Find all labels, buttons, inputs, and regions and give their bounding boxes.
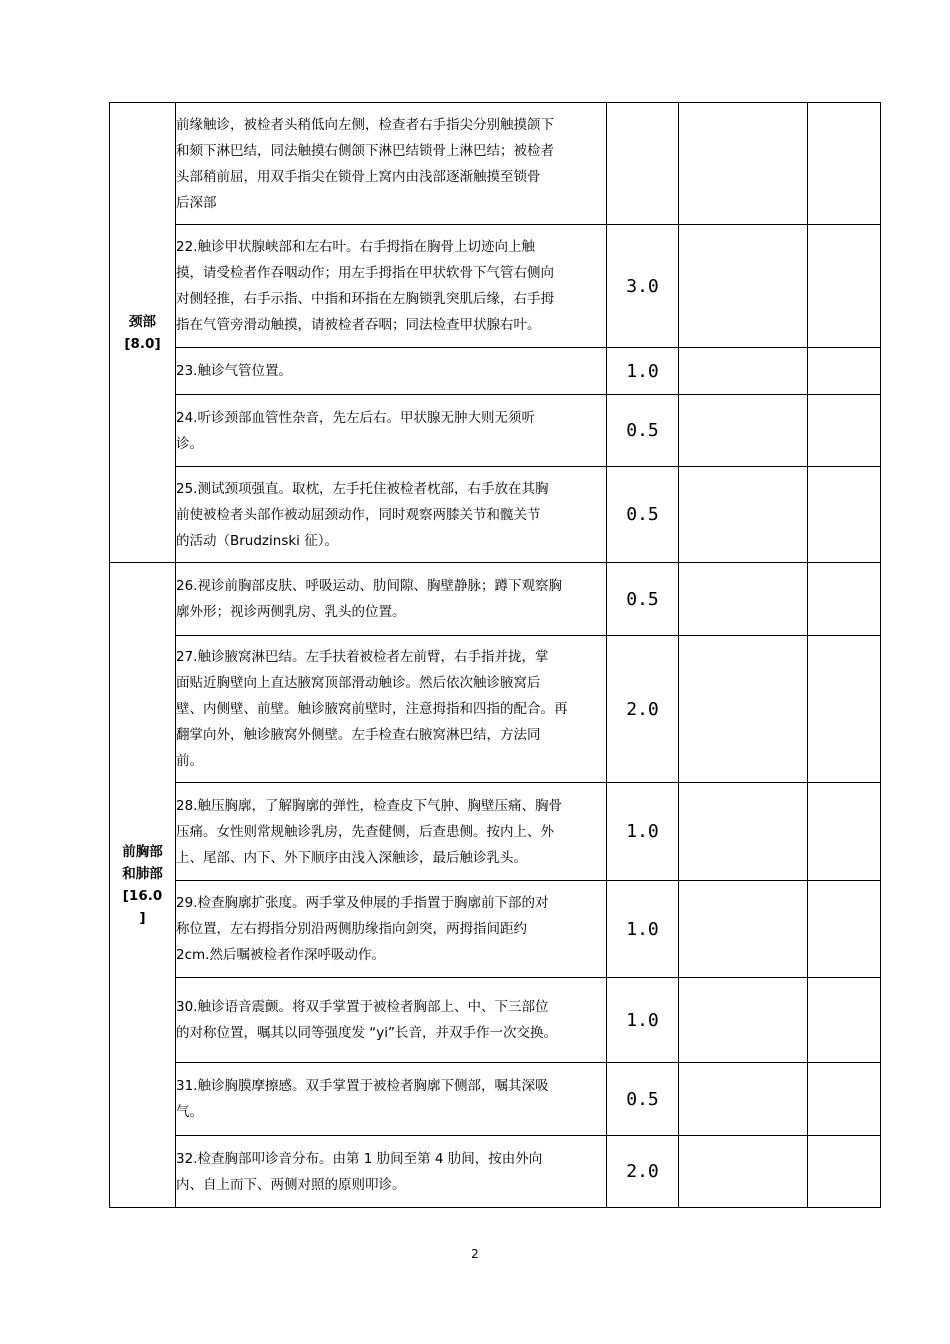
item-description: 30.触诊语音震颤。将双手掌置于被检者胸部上、中、下三部位 的对称位置，嘱其以同等强度发 “yi”长音，并双手作一次交换。 bbox=[176, 999, 558, 1041]
blank-cell bbox=[679, 467, 808, 563]
item-description: 32.检查胸部叩诊音分布。由第 1 肋间至第 4 肋间，按由外向 内、自上而下、两侧对照的原则叩诊。 bbox=[176, 1150, 543, 1193]
item-score: 1.0 bbox=[607, 348, 679, 395]
blank-cell bbox=[679, 563, 808, 636]
item-description-cell bbox=[176, 563, 607, 636]
item-description: 26.视诊前胸部皮肤、呼吸运动、肋间隙、胸壁静脉；蹲下观察胸 廓外形；视诊两侧乳房、乳头的位置。 bbox=[176, 578, 562, 620]
blank-cell bbox=[679, 348, 808, 395]
blank-cell bbox=[808, 783, 881, 881]
table-row bbox=[110, 783, 881, 881]
item-description: 25.测试颈项强直。取枕，左手托住被检者枕部，右手放在其胸 前使被检者头部作被动屈颈动作，同时观察两膝关节和髋关节 的活动（Brudzinski 征）。 bbox=[176, 480, 549, 549]
table-row bbox=[110, 978, 881, 1063]
table-row bbox=[110, 1063, 881, 1136]
blank-cell bbox=[679, 1063, 808, 1136]
blank-cell bbox=[679, 225, 808, 348]
item-score bbox=[607, 103, 679, 225]
item-description: 29.检查胸廓扩张度。两手掌及伸展的手指置于胸廓前下部的对 称位置，左右拇指分别沿两侧肋缘指向剑突，两拇指间距约 2cm.然后嘱被检者作深呼吸动作。 bbox=[176, 895, 549, 963]
blank-cell bbox=[679, 395, 808, 467]
item-description: 28.触压胸廓，了解胸廓的弹性，检查皮下气肿、胸壁压痛、胸骨 压痛。女性则常规触诊乳房，先查健侧，后查患侧。按内上、外 上、尾部、内下、外下顺序由浅入深触诊，最后触诊乳头。 bbox=[176, 797, 562, 866]
table-row bbox=[110, 103, 881, 225]
item-score: 0.5 bbox=[607, 1063, 679, 1136]
item-description-cell bbox=[176, 636, 607, 783]
table-row bbox=[110, 348, 881, 395]
blank-cell bbox=[808, 881, 881, 978]
table-row bbox=[110, 563, 881, 636]
item-description: 31.触诊胸膜摩擦感。双手掌置于被检者胸廓下侧部，嘱其深吸 气。 bbox=[176, 1078, 549, 1120]
item-score: 0.5 bbox=[607, 395, 679, 467]
item-description: 24.听诊颈部血管性杂音，先左后右。甲状腺无肿大则无须听 诊。 bbox=[176, 409, 535, 452]
table-row bbox=[110, 225, 881, 348]
table-row bbox=[110, 881, 881, 978]
item-description: 前缘触诊，被检者头稍低向左侧，检查者右手指尖分别触摸颌下 和颏下淋巴结，同法触摸右侧颌下淋巴结锁骨上淋巴结；被检者 头部稍前屈，用双手指尖在锁骨上窝内由浅部逐渐触摸至锁骨 后深部 bbox=[176, 116, 554, 211]
item-description-cell bbox=[176, 881, 607, 978]
item-score: 0.5 bbox=[607, 467, 679, 563]
item-description-cell bbox=[176, 348, 607, 395]
table-row bbox=[110, 395, 881, 467]
item-score: 2.0 bbox=[607, 1136, 679, 1208]
blank-cell bbox=[679, 636, 808, 783]
blank-cell bbox=[808, 636, 881, 783]
exam-score-table bbox=[109, 102, 881, 1208]
item-description-cell bbox=[176, 978, 607, 1063]
blank-cell bbox=[808, 978, 881, 1063]
blank-cell bbox=[808, 563, 881, 636]
blank-cell bbox=[808, 467, 881, 563]
item-description: 23.触诊气管位置。 bbox=[176, 363, 292, 379]
item-score: 1.0 bbox=[607, 783, 679, 881]
item-description-cell bbox=[176, 1063, 607, 1136]
blank-cell bbox=[679, 103, 808, 225]
blank-cell bbox=[679, 783, 808, 881]
item-score: 0.5 bbox=[607, 563, 679, 636]
blank-cell bbox=[679, 1136, 808, 1208]
item-description: 27.触诊腋窝淋巴结。左手扶着被检者左前臂，右手指并拢，掌 面贴近胸壁向上直达腋窝顶部滑动触诊。然后依次触诊腋窝后 壁、内侧壁、前壁。触诊腋窝前壁时，注意拇指和四指的配合。再 翻掌向外，触诊腋窝外侧壁。左手检查右腋窝淋巴结，方法同 前。 bbox=[176, 649, 568, 769]
blank-cell bbox=[679, 978, 808, 1063]
item-score: 1.0 bbox=[607, 881, 679, 978]
table-row bbox=[110, 636, 881, 783]
page-number: 2 bbox=[471, 1247, 479, 1261]
blank-cell bbox=[808, 348, 881, 395]
item-score: 2.0 bbox=[607, 636, 679, 783]
table-row bbox=[110, 467, 881, 563]
section-label: 前胸部 和肺部 [16.0 ] bbox=[110, 563, 176, 1208]
item-score: 3.0 bbox=[607, 225, 679, 348]
blank-cell bbox=[808, 395, 881, 467]
item-description-cell bbox=[176, 395, 607, 467]
blank-cell bbox=[679, 881, 808, 978]
item-description-cell bbox=[176, 103, 607, 225]
blank-cell bbox=[808, 225, 881, 348]
blank-cell bbox=[808, 1063, 881, 1136]
blank-cell bbox=[808, 1136, 881, 1208]
section-label: 颈部 [8.0] bbox=[110, 103, 176, 563]
item-description-cell bbox=[176, 1136, 607, 1208]
blank-cell bbox=[808, 103, 881, 225]
item-description-cell bbox=[176, 225, 607, 348]
item-description-cell bbox=[176, 783, 607, 881]
table-row bbox=[110, 1136, 881, 1208]
item-description-cell bbox=[176, 467, 607, 563]
item-score: 1.0 bbox=[607, 978, 679, 1063]
item-description: 22.触诊甲状腺峡部和左右叶。右手拇指在胸骨上切迹向上触 摸，请受检者作吞咽动作；用左手拇指在甲状软骨下气管右侧向 对侧轻推，右手示指、中指和环指在左胸锁乳突肌后缘，右手拇 指在气管旁滑动触摸，请被检者吞咽；同法检查甲状腺右叶。 bbox=[176, 239, 554, 333]
